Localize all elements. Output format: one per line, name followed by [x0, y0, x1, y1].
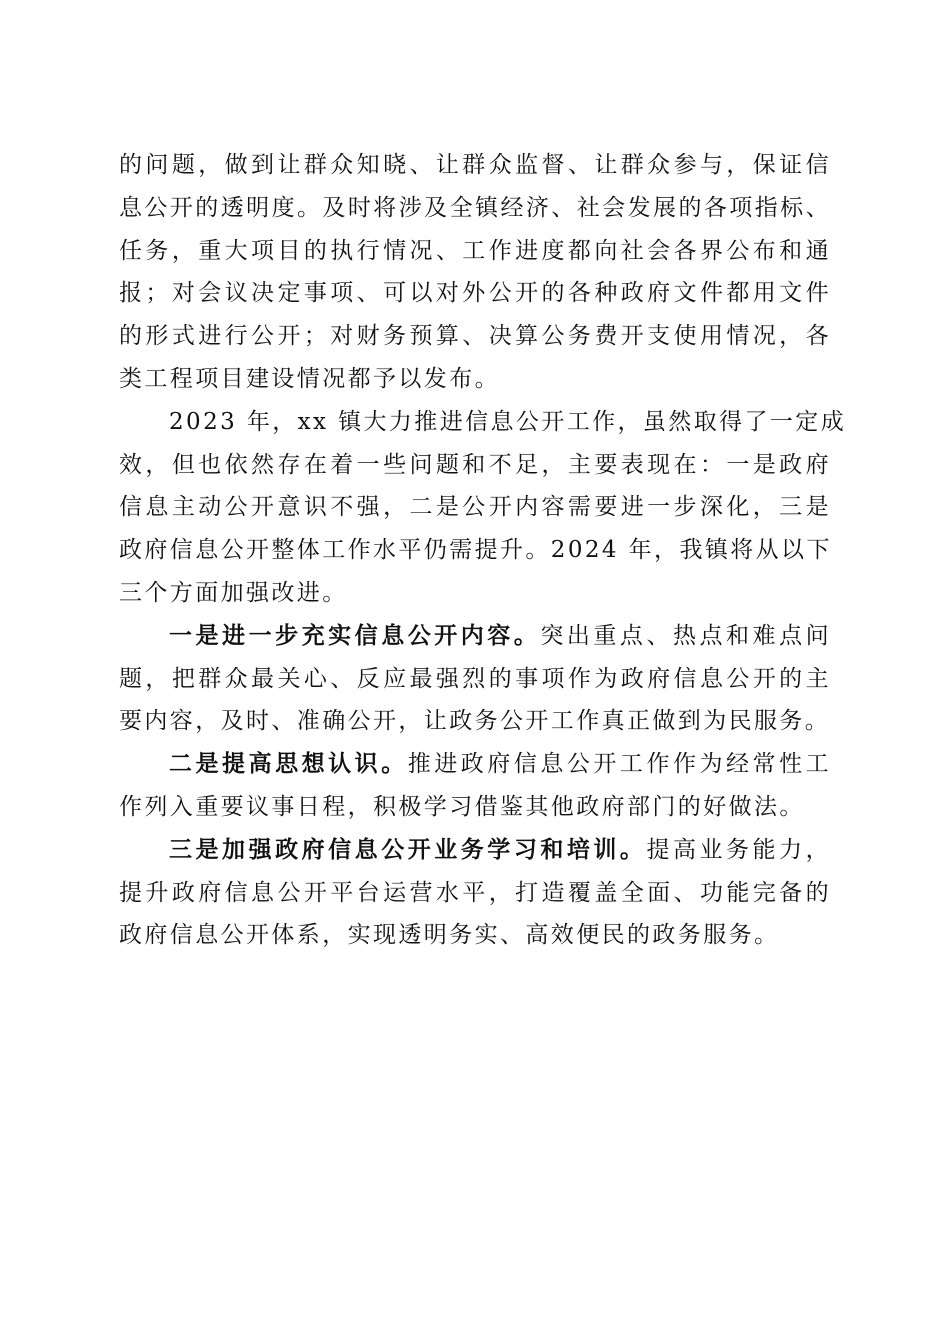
text-line: 题，把群众最关心、反应最强烈的事项作为政府信息公开的主 — [119, 665, 831, 692]
lead-rest: 突出重点、热点和难点问 — [540, 622, 831, 649]
bold-lead: 二是提高思想认识。 — [169, 750, 408, 778]
text-line: 任务，重大项目的执行情况、工作进度都向社会各界公布和通 — [119, 237, 831, 264]
text-line — [119, 615, 831, 658]
text-line: 息公开的透明度。及时将涉及全镇经济、社会发展的各项指标、 — [119, 194, 831, 221]
lead-rest: 推进政府信息公开工作作为经常性工 — [407, 751, 831, 778]
paragraph-2 — [119, 401, 847, 615]
lead-rest: 提高业务能力， — [646, 836, 831, 863]
text-line: 政府信息公开体系，实现透明务实、高效便民的政务服务。 — [119, 922, 780, 949]
bold-lead: 三是加强政府信息公开业务学习和培训。 — [169, 835, 647, 863]
paragraph-1 — [119, 144, 831, 401]
text-line — [119, 743, 831, 786]
text-line: 三个方面加强改进。 — [119, 579, 348, 606]
text-line: 要内容，及时、准确公开，让政务公开工作真正做到为民服务。 — [119, 708, 831, 735]
bold-lead: 一是进一步充实信息公开内容。 — [169, 621, 541, 649]
paragraph-4 — [119, 743, 831, 829]
text-line: 类工程项目建设情况都予以发布。 — [119, 365, 500, 392]
document-body — [119, 144, 847, 957]
text-line: 信息主动公开意识不强，二是公开内容需要进一步深化，三是 — [119, 494, 831, 521]
text-line: 的问题，做到让群众知晓、让群众监督、让群众参与，保证信 — [119, 152, 831, 178]
paragraph-3 — [119, 615, 831, 743]
text-line: 政府信息公开整体工作水平仍需提升。2024 年，我镇将从以下 — [119, 537, 832, 564]
text-line: 提升政府信息公开平台运营水平，打造覆盖全面、功能完备的 — [119, 879, 831, 906]
paragraph-5 — [119, 829, 831, 957]
text-line: 的形式进行公开；对财务预算、决算公务费开支使用情况，各 — [119, 323, 831, 350]
text-line: 2023 年，xx 镇大力推进信息公开工作，虽然取得了一定成 — [169, 408, 847, 435]
text-line: 报；对会议决定事项、可以对外公开的各种政府文件都用文件 — [119, 280, 831, 307]
text-line: 作列入重要议事日程，积极学习借鉴其他政府部门的好做法。 — [119, 793, 805, 820]
text-line — [119, 829, 831, 872]
text-line: 效，但也依然存在着一些问题和不足，主要表现在：一是政府 — [119, 451, 831, 478]
